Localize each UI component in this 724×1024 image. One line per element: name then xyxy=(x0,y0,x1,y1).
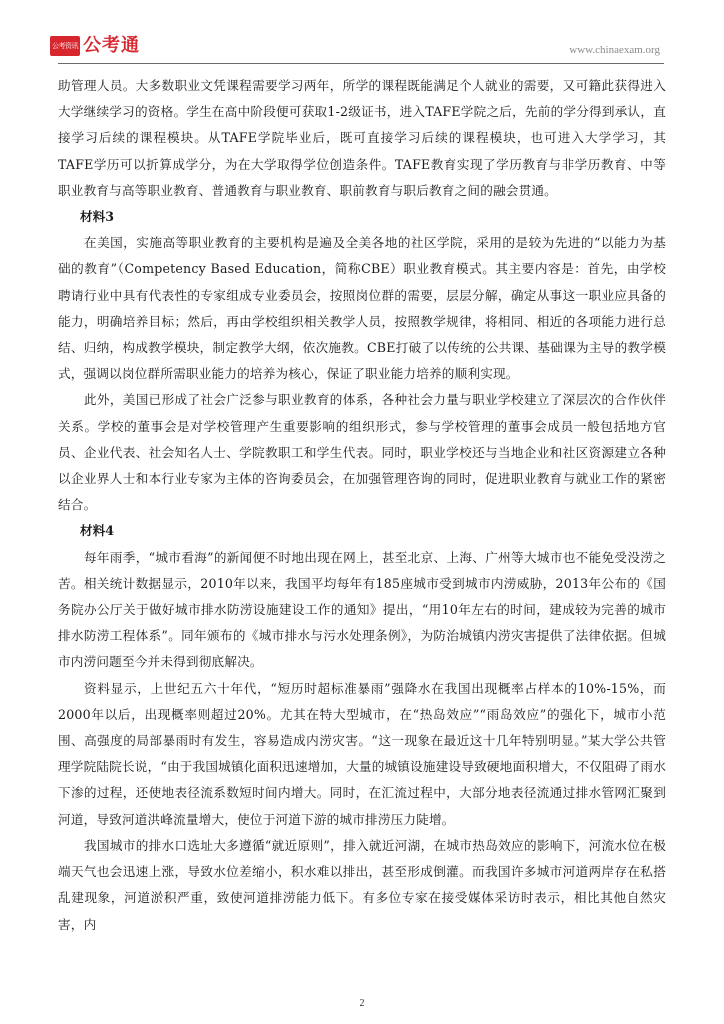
page-header xyxy=(0,0,724,66)
paragraph-continued: 助管理人员。大多数职业文凭课程需要学习两年，所学的课程既能满足个人就业的需要，又可籍此获得进入大学继续学习的资格。学生在高中阶段便可获取1-2级证书，进入TAFE学院之后，先前的学分得到承认，直接学习后续的课程模块。从TAFE学院毕业后，既可直接学习后续的课程模块，也可进入大学学习，其TAFE学历可以折算成学分，为在大学取得学位创造条件。TAFE教育实现了学历教育与非学历教育、中等职业教育与高等职业教育、普通教育与职业教育、职前教育与职后教育之间的融会贯通。 xyxy=(58,78,666,198)
paragraph-rainstorm-data: 资料显示，上世纪五六十年代，“短历时超标准暴雨”强降水在我国出现概率占样本的10%-15%，而2000年以后，出现概率则超过20%。尤其在特大型城市，在“热岛效应”“雨岛效应”的强化下，城市小范围、高强度的局部暴雨时有发生，容易造成内涝灾害。“这一现象在最近这十几年特别明显。”某大学公共管理学院陆院长说，“由于我国城镇化面积迅速增加，大量的城镇设施建设导致硬地面积增大，不仅阻碍了雨水下渗的过程，还使地表径流系数短时间内增大。同时，在汇流过程中，大部分地表径流通过排水管网汇聚到河道，导致河道洪峰流量增大，使位于河道下游的城市排涝压力陡增。 xyxy=(58,680,666,827)
section-heading-material-3: 材料3 xyxy=(80,209,114,225)
paragraph-us-cbe: 在美国，实施高等职业教育的主要机构是遍及全美各地的社区学院，采用的是较为先进的“以能力为基础的教育”（Competency Based Education，简称CBE）职业教育模式。其主要内容是：首先，由学校聘请行业中具有代表性的专家组成专业委员会，按照岗位群的需要，层层分解，确定从事这一职业应具备的能力，明确培养目标；然后，再由学校组织相关教学人员，按照教学规律，将相同、相近的各项能力进行总结、归纳，构成教学模块，制定教学大纲，依次施教。CBE打破了以传统的公共课、基础课为主导的教学模式，强调以岗位群所需职业能力的培养为核心，保证了职业能力培养的顺利实现。 xyxy=(58,235,666,382)
document-body xyxy=(58,73,666,938)
paragraph-urban-flooding: 每年雨季，“城市看海”的新闻便不时地出现在网上，甚至北京、上海、广州等大城市也不能免受没涝之苦。相关统计数据显示，2010年以来，我国平均每年有185座城市受到城市内涝威胁，2013年公布的《国务院办公厅关于做好城市排水防涝设施建设工作的通知》提出，“用10年左右的时间，建成较为完善的城市排水防涝工程体系”。同年颁布的《城市排水与污水处理条例》，为防治城镇内涝灾害提供了法律依据。但城市内涝问题至今并未得到彻底解决。 xyxy=(58,549,666,670)
paragraph-us-social-participation: 此外，美国已形成了社会广泛参与职业教育的体系，各种社会力量与职业学校建立了深层次的合作伙伴关系。学校的董事会是对学校管理产生重要影响的组织形式，参与学校管理的董事会成员一般包括地方官员、企业代表、社会知名人士、学院教职工和学生代表。同时，职业学校还与当地企业和社区资源建立各种以企业界人士和本行业专家为主体的咨询委员会，在加强管理咨询的同时，促进职业教育与就业工作的紧密结合。 xyxy=(58,392,666,513)
page-number: 2 xyxy=(359,998,365,1009)
header-divider xyxy=(58,63,664,64)
logo-name: 公考通 xyxy=(83,35,140,56)
logo-badge-icon: 公考资讯 xyxy=(50,36,80,56)
site-url[interactable]: www.chinaexam.org xyxy=(569,44,660,56)
section-heading-material-4: 材料4 xyxy=(80,523,114,539)
brand-logo[interactable] xyxy=(50,36,140,56)
paragraph-drainage-outlets: 我国城市的排水口选址大多遵循“就近原则”，排入就近河湖，在城市热岛效应的影响下，河流水位在极端天气也会迅速上涨，导致水位差缩小，积水难以排出，甚至形成倒灌。而我国许多城市河道两岸存在私搭乱建现象，河道淤积严重，致使河道排涝能力低下。有多位专家在接受媒体采访时表示，相比其他自然灾害，内 xyxy=(58,837,666,932)
